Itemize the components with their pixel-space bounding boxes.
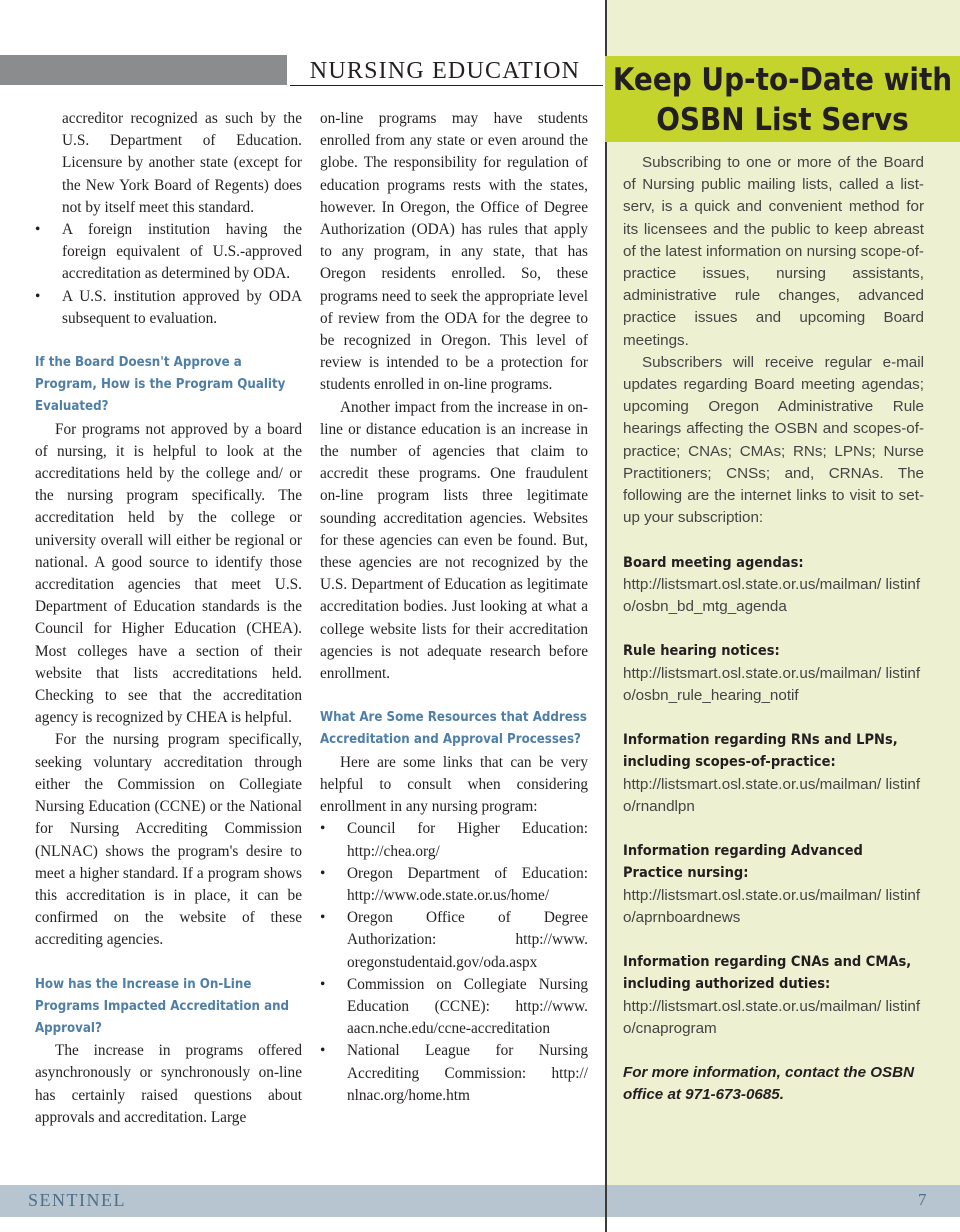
paragraph: For programs not approved by a board of nursing, it is helpful to look at the accreditations held by the college and/ or the nursing program specifically. The accreditation held by the college or university overall will either be regional or national. A good source to identify those accreditation agencies that meet U.S. Department of Education standards is the Council for Higher Education (CHEA). Most colleges have a section of their website that lists accreditations held. Checking to see that the accreditation agency is recognized by CHEA is helpful. — [35, 420, 302, 727]
paragraph: The increase in programs offered asynchronously or synchronously on-line has certainly raised questions about approvals and accreditation. Large — [35, 1042, 302, 1126]
subheading: If the Board Doesn't Approve a Program, How is the Program Quality Evaluated? — [35, 355, 286, 415]
article-column-1 — [35, 108, 302, 1129]
page-number: 7 — [918, 1190, 927, 1209]
publication-name: SENTINEL — [28, 1190, 126, 1210]
list-serv-link[interactable]: http://listsmart.osl.state.or.us/mailman/ listinfo/osbn_bd_mtg_agenda — [623, 575, 921, 616]
footer-divider — [605, 1185, 607, 1232]
list-item[interactable]: • Oregon Office of Degree Authorization: http://www. oregonstudentaid.gov/oda.aspx — [320, 909, 588, 971]
resource-link-list — [320, 818, 588, 1107]
paragraph: For the nursing program specifically, seeking voluntary accreditation through either the Commission on Collegiate Nursing Education (CCNE) or the National for Nursing Accrediting Commission (NLNAC) shows the program's desire to meet a higher standard. If a program shows this accreditation is in place, it can be confirmed on the website of these accrediting agencies. — [35, 731, 302, 949]
bullet-icon: • — [35, 287, 41, 305]
paragraph: Subscribing to one or more of the Board of Nursing public mailing lists, called a list-serv, is a quick and convenient method for its licensees and the public to keep abreast of the latest information on nursing scope-of-practice issues, nursing assistants, administrative rule changes, advanced practice issues and upcoming Board meetings. — [623, 154, 924, 349]
list-serv-label: Board meeting agendas: — [623, 554, 804, 571]
bullet-list — [35, 219, 302, 330]
list-item[interactable]: • Council for Higher Education: http://chea.org/ — [320, 820, 588, 860]
paragraph: on-line programs may have students enrolled from any state or even around the globe. The responsibility for regulation of education programs rests with the states, however. In Oregon, the Office of Degree Authorization (ODA) has rules that apply to any program, in any state, that has Oregon residents enrolled. So, these programs need to seek the appropriate level of review from the ODA for the degree to be recognized in Oregon. This level of review is intended to be a protection for students enrolled in on-line programs. — [320, 110, 588, 394]
paragraph: Subscribers will receive regular e-mail updates regarding Board meeting agendas; upcoming Oregon Administrative Rule hearings affecting the OSBN and scopes-of-practice; CNAs; CMAs; RNs; LPNs; Nurse Practitioners; CNSs; and, CRNAs. The following are the internet links to visit to set-up your subscription: — [623, 353, 924, 527]
subheading: What Are Some Resources that Address Accreditation and Approval Processes? — [320, 710, 587, 748]
list-item[interactable]: • Commission on Collegiate Nursing Education (CCNE): http://www. aacn.nche.edu/ccne-accreditation — [320, 975, 588, 1038]
list-serv-link[interactable]: http://listsmart.osl.state.or.us/mailman/ listinfo/aprnboardnews — [623, 886, 921, 926]
contact-info: For more information, contact the OSBN office at 971-673-0685. — [623, 1064, 915, 1104]
footer-bar — [0, 1185, 960, 1217]
list-item: • A foreign institution having the foreign equivalent of U.S.-approved accreditation as determined by ODA. — [35, 221, 302, 283]
sidebar-title: Keep Up-to-Date with OSBN List Servs — [612, 62, 953, 138]
header-gray-bar — [0, 55, 287, 85]
list-serv-label: Information regarding Advanced Practice nursing: — [623, 843, 863, 882]
list-item[interactable]: • National League for Nursing Accrediting Commission: http:// nlnac.org/home.htm — [320, 1042, 588, 1104]
subheading: How has the Increase in On-Line Programs Impacted Accreditation and Approval? — [35, 976, 290, 1036]
bullet-icon: • — [35, 221, 41, 239]
list-serv-link[interactable]: http://listsmart.osl.state.or.us/mailman/ listinfo/osbn_rule_hearing_notif — [623, 664, 921, 704]
bullet-icon: • — [320, 975, 326, 993]
paragraph: Another impact from the increase in on-line or distance education is an increase in the number of agencies that claim to accredit these programs. One fraudulent on-line program lists three legitimate sounding accreditation agencies. Websites for these agencies can even be found. But, these agencies are not recognized by the U.S. Department of Education as legitimate accreditation bodies. Just looking at what a college website lists for their accreditation agencies is not adequate research before enrollment. — [320, 398, 588, 683]
list-item[interactable]: • Oregon Department of Education: http://www.ode.state.or.us/home/ — [320, 864, 588, 904]
list-serv-label: Information regarding RNs and LPNs, including scopes-of-practice: — [623, 732, 898, 771]
list-item: • A U.S. institution approved by ODA subsequent to evaluation. — [35, 287, 302, 327]
section-title: NURSING EDUCATION — [309, 58, 581, 84]
bullet-icon: • — [320, 820, 326, 838]
header-rule — [290, 85, 603, 86]
sidebar-body — [623, 152, 924, 1107]
bullet-icon: • — [320, 864, 326, 882]
list-serv-link[interactable]: http://listsmart.osl.state.or.us/mailman/ listinfo/cnaprogram — [623, 997, 921, 1037]
column-divider — [605, 0, 607, 1232]
paragraph: Here are some links that can be very helpful to consult when considering enrollment in any nursing program: — [320, 753, 588, 816]
article-column-2 — [320, 108, 588, 1107]
paragraph: accreditor recognized as such by the U.S. Department of Education. Licensure by another state (except for the New York Board of Regents) does not by itself meet this standard. — [62, 110, 302, 216]
bullet-icon: • — [320, 909, 326, 927]
list-serv-link[interactable]: http://listsmart.osl.state.or.us/mailman/ listinfo/rnandlpn — [623, 775, 921, 815]
list-serv-label: Rule hearing notices: — [623, 643, 780, 660]
list-serv-label: Information regarding CNAs and CMAs, including authorized duties: — [623, 954, 912, 993]
bullet-icon: • — [320, 1042, 326, 1060]
